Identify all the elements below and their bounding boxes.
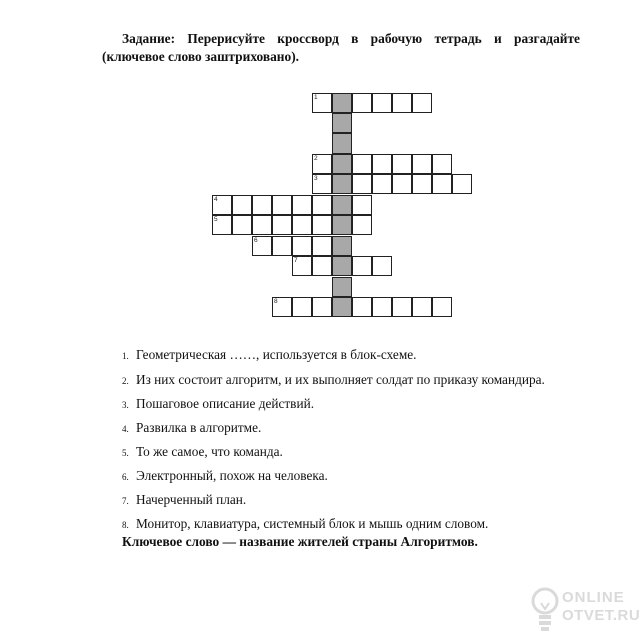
crossword-number: 5 bbox=[214, 216, 218, 223]
crossword-cell bbox=[312, 297, 332, 317]
crossword-cell bbox=[372, 154, 392, 174]
crossword-cell bbox=[252, 215, 272, 235]
keyword-cell bbox=[332, 236, 352, 256]
crossword-cell bbox=[412, 174, 432, 194]
crossword-cell bbox=[252, 195, 272, 215]
crossword-number: 4 bbox=[214, 196, 218, 203]
clue-number: 7. bbox=[122, 496, 129, 506]
watermark-line-2: OTVET.RU bbox=[562, 607, 640, 624]
crossword-cell bbox=[272, 236, 292, 256]
crossword-cell bbox=[352, 93, 372, 113]
crossword-cell bbox=[412, 297, 432, 317]
crossword-cell bbox=[392, 297, 412, 317]
clue-item bbox=[122, 444, 283, 461]
clue-number: 4. bbox=[122, 424, 129, 434]
clue-item bbox=[122, 347, 416, 364]
crossword-cell bbox=[352, 154, 372, 174]
clue-item bbox=[122, 516, 488, 533]
clue-number: 5. bbox=[122, 448, 129, 458]
clue-text: Начерченный план. bbox=[136, 492, 247, 507]
task-line-2: (ключевое слово заштриховано). bbox=[102, 49, 300, 64]
crossword-cell bbox=[292, 215, 312, 235]
crossword-cell bbox=[352, 174, 372, 194]
crossword-number: 1 bbox=[314, 94, 318, 101]
crossword-cell bbox=[292, 297, 312, 317]
lightbulb-icon bbox=[530, 585, 560, 633]
clue-number: 2. bbox=[122, 376, 129, 386]
clue-item bbox=[122, 372, 545, 389]
clue-text: Геометрическая ……, используется в блок-схеме. bbox=[136, 347, 417, 362]
crossword-cell bbox=[352, 215, 372, 235]
crossword-cell bbox=[292, 236, 312, 256]
clue-text: Развилка в алгоритме. bbox=[136, 420, 262, 435]
clue-text: То же самое, что команда. bbox=[136, 444, 283, 459]
crossword-cell bbox=[312, 256, 332, 276]
crossword-cell bbox=[412, 93, 432, 113]
watermark-logo bbox=[530, 585, 640, 635]
crossword-cell bbox=[272, 195, 292, 215]
crossword-cell bbox=[372, 256, 392, 276]
crossword-cell bbox=[372, 297, 392, 317]
crossword-cell bbox=[292, 195, 312, 215]
crossword-cell bbox=[452, 174, 472, 194]
crossword-cell bbox=[412, 154, 432, 174]
keyword-cell bbox=[332, 215, 352, 235]
keyword-cell bbox=[332, 297, 352, 317]
crossword-cell bbox=[432, 174, 452, 194]
keyword-cell bbox=[332, 113, 352, 133]
clue-text: Из них состоит алгоритм, и их выполняет солдат по приказу командира. bbox=[136, 372, 545, 387]
crossword-cell bbox=[352, 297, 372, 317]
clue-text: Пошаговое описание действий. bbox=[136, 396, 315, 411]
keyword-cell bbox=[332, 154, 352, 174]
crossword-cell bbox=[312, 195, 332, 215]
keyword-cell bbox=[332, 133, 352, 154]
crossword-cell bbox=[352, 256, 372, 276]
clue-number: 3. bbox=[122, 400, 129, 410]
crossword-cell bbox=[432, 154, 452, 174]
crossword-number: 7 bbox=[294, 257, 298, 264]
crossword-cell bbox=[312, 215, 332, 235]
clue-item bbox=[122, 396, 314, 413]
keyword-cell bbox=[332, 256, 352, 276]
crossword-number: 2 bbox=[314, 155, 318, 162]
keyword-cell bbox=[332, 174, 352, 194]
clue-item bbox=[122, 420, 261, 437]
clue-item bbox=[122, 492, 246, 509]
clue-item bbox=[122, 468, 328, 485]
crossword-cell bbox=[312, 236, 332, 256]
crossword-cell bbox=[372, 174, 392, 194]
watermark-line-1: ONLINE bbox=[562, 589, 625, 606]
crossword-cell bbox=[272, 215, 292, 235]
clue-number: 1. bbox=[122, 351, 129, 361]
crossword-cell bbox=[432, 297, 452, 317]
crossword-cell bbox=[372, 93, 392, 113]
crossword-number: 8 bbox=[274, 298, 278, 305]
clue-number: 6. bbox=[122, 472, 129, 482]
clue-text: Монитор, клавиатура, системный блок и мышь одним словом. bbox=[136, 516, 489, 531]
crossword-number: 6 bbox=[254, 237, 258, 244]
crossword-cell bbox=[232, 195, 252, 215]
crossword-number: 3 bbox=[314, 175, 318, 182]
keyword-note: Ключевое слово — название жителей страны Алгоритмов. bbox=[122, 534, 478, 549]
keyword-cell bbox=[332, 277, 352, 297]
crossword-cell bbox=[232, 215, 252, 235]
crossword-cell bbox=[392, 93, 412, 113]
clue-number: 8. bbox=[122, 520, 129, 530]
crossword-cell bbox=[392, 154, 412, 174]
crossword-cell bbox=[352, 195, 372, 215]
crossword-cell bbox=[392, 174, 412, 194]
keyword-cell bbox=[332, 93, 352, 113]
task-line-1: Задание: Перерисуйте кроссворд в рабочую тетрадь и разгадайте bbox=[122, 31, 580, 46]
clue-text: Электронный, похож на человека. bbox=[136, 468, 328, 483]
keyword-cell bbox=[332, 195, 352, 215]
